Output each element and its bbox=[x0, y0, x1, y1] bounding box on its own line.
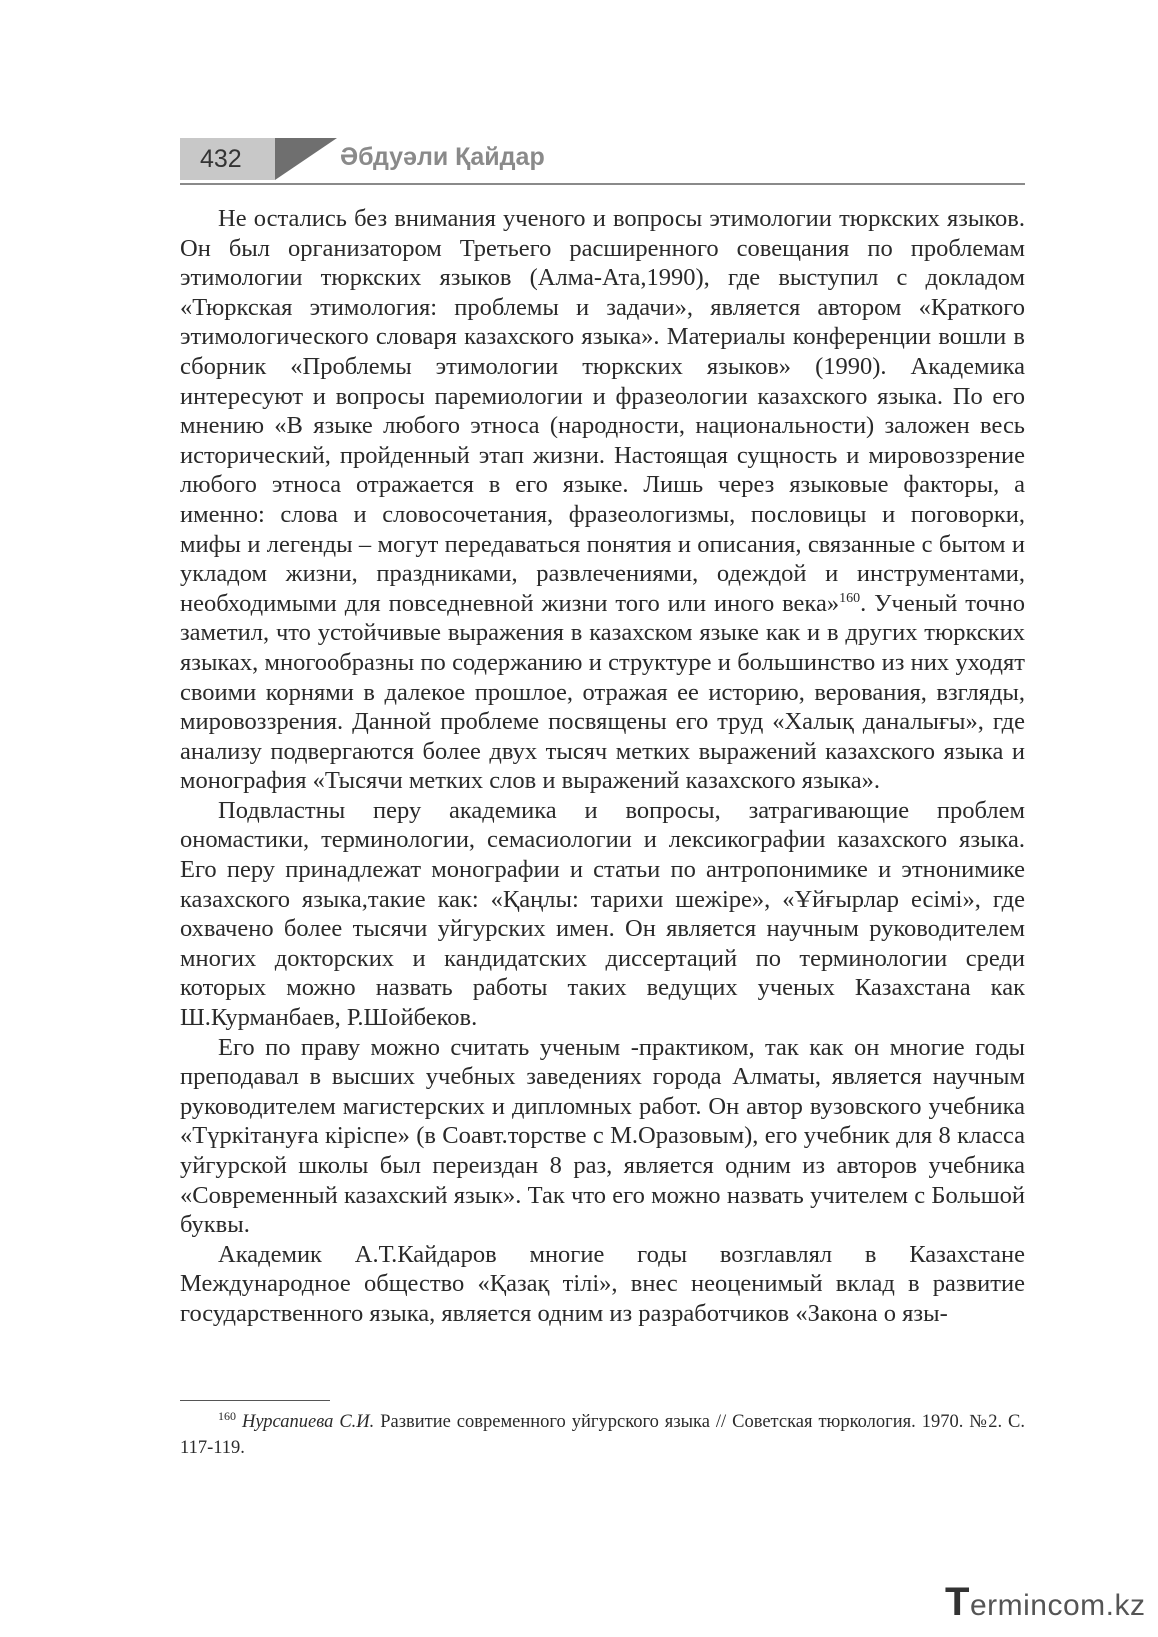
footnote-number: 160 bbox=[218, 1408, 236, 1423]
footnote-text: Развитие современного уйгурского языка // Советская тюркология. 1970. №2. С. 117-119. bbox=[180, 1412, 1026, 1458]
page-number: 432 bbox=[180, 138, 275, 180]
paragraph-1-continuation: . Ученый точно заметил, что устойчивые выражения в казахском языке как и в других тюркских языках, многообразны по содержанию и структуре и большинство из них уходят своими корнями в далекое прошлое, отражая ее историю, верования, взгляды, мировоззрения. Данной проблеме посвящены его труд «Халық даналығы», где анализу подвергаются более двух тысяч метких выражений казахского языка и монография «Тысячи метких слов и выражений казахского языка». bbox=[180, 589, 1025, 795]
paragraph-1-text: Не остались без внимания ученого и вопросы этимологии тюркских языков. Он был организатором Третьего расширенного совещания по проблемам этимологии тюркских языков (Алма-Ата,1990), где выступил с докладом «Тюркская этимология: проблемы и задачи», является автором «Краткого этимологического словаря казахского языка». Материалы конференции вошли в сборник «Проблемы этимологии тюркских языков» (1990). Академика интересуют и вопросы паремиологии и фразеологии казахского языка. По его мнению «В языке любого этноса (народности, национальности) заложен весь исторический, пройденный этап жизни. Настоящая сущность и мировоззрение любого этноса отражается в его языке. Лишь через языковые факторы, а именно: слова и словосочетания, фразеологизмы, пословицы и поговорки, мифы и легенды – могут передаваться понятия и описания, связанные с бытом и укладом жизни, праздниками, развлечениями, одеждой и инструментами, необходимыми для повседневной жизни того или иного века» bbox=[180, 205, 1025, 617]
header-wedge-decoration bbox=[275, 138, 337, 180]
paragraph-2: Подвластны перу академика и вопросы, затрагивающие проблем ономастики, терминологии, семасиологии и лексикографии казахского языка. Его перу принадлежат монографии и статьи по антропонимике и этнонимике казахского языка,такие как: «Қаңлы: тарихи шежіре», «Ұйғырлар есімі», где охвачено более тысячи уйгурских имен. Он является научным руководителем многих докторских и кандидатских диссертаций по терминологии среди которых можно назвать работы таких ведущих ученых Казахстана как Ш.Курманбаев, Р.Шойбеков. bbox=[180, 796, 1025, 1032]
paragraph-4: Академик А.Т.Кайдаров многие годы возглавлял в Казахстане Международное общество «Қазақ тілі», внес неоценимый вклад в развитие государственного языка, является одним из разработчиков «Закона о язы- bbox=[180, 1240, 1025, 1327]
paragraph-1 bbox=[180, 204, 1025, 796]
header-rule bbox=[180, 183, 1025, 185]
paragraph-3: Его по праву можно считать ученым -практиком, так как он многие годы преподавал в высших учебных заведениях города Алматы, является научным руководителем магистерских и дипломных работ. Он автор вузовского учебника «Түркітануға кіріспе» (в Соавт.торстве с М.Оразовым), его учебник для 8 класса уйгурской школы был переиздан 8 раз, является одним из авторов учебника «Современный казахский язык». Так что его можно назвать учителем с Большой буквы. bbox=[180, 1033, 1025, 1239]
body-text bbox=[180, 204, 1025, 1329]
footnote-rule bbox=[180, 1400, 330, 1401]
page-header bbox=[180, 138, 1025, 186]
watermark-initial: T bbox=[945, 1580, 970, 1624]
footnote-reference: 160 bbox=[839, 590, 861, 606]
running-title: Әбдуәли Қайдар bbox=[340, 143, 545, 171]
footnote-author: Нурсапиева С.И. bbox=[241, 1412, 375, 1432]
watermark-text: ermincom.kz bbox=[969, 1589, 1146, 1622]
watermark-logo bbox=[945, 1580, 1145, 1625]
footnote bbox=[180, 1409, 1025, 1461]
